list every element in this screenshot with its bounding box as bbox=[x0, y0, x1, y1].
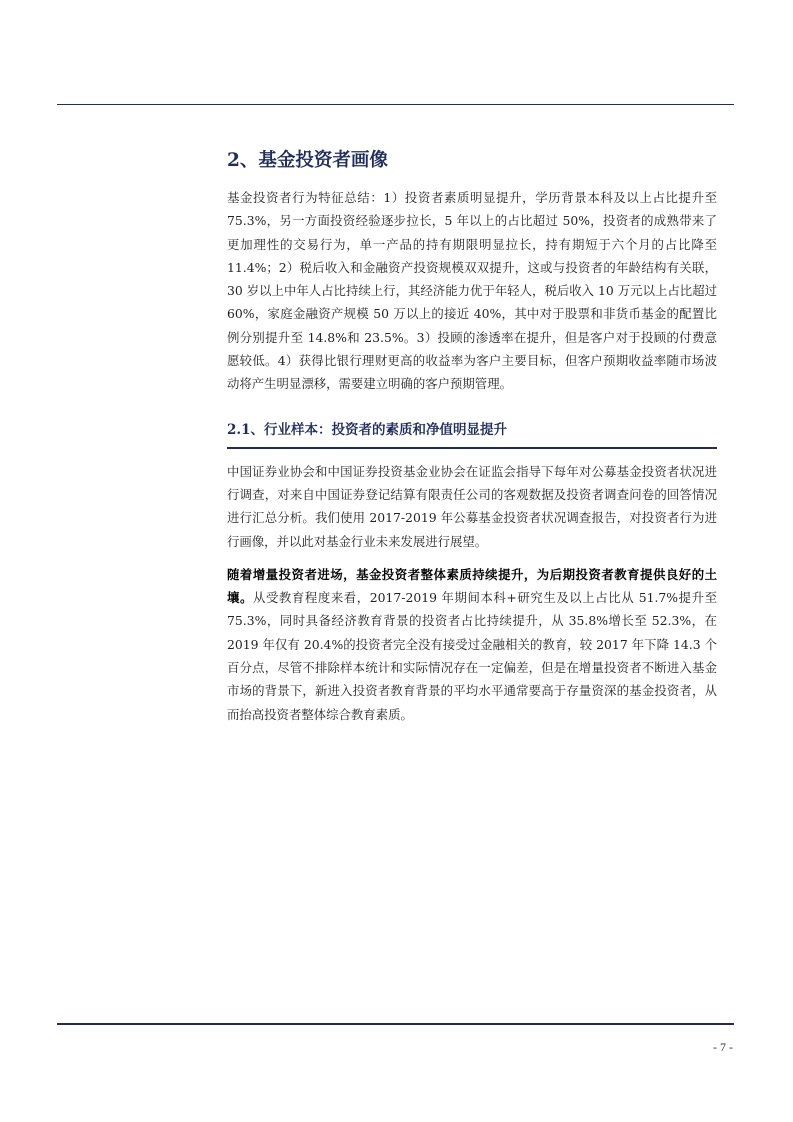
section-heading: 2、基金投资者画像 bbox=[227, 150, 388, 171]
lead-body-text: 从受教育程度来看，2017-2019 年期间本科+研究生及以上占比从 51.7%提升至 75.3%，同时具备经济教育背景的投资者占比持续提升，从 35.8%增长至 52.3%，在 2019 年仅有 20.4%的投资者完全没有接受过金融相关的教育，较 2017 年下降 14.3 个百分点，尽管不排除样本统计和实际情况存在一定偏差，但是在增量投资者不断进入基金市场的背景下，新进入投资者教育背景的平均水平通常要高于存量资深的基金投资者，从而抬高投资者整体综合教育素质。 bbox=[227, 590, 718, 722]
intro-paragraph: 中国证券业协会和中国证券投资基金业协会在证监会指导下每年对公募基金投资者状况进行调查，对来自中国证券登记结算有限责任公司的客观数据及投资者调查问卷的回答情况进行汇总分析。我们使用 2017-2019 年公募基金投资者状况调查报告，对投资者行为进行画像，并以此对基金行业未来发展进行展望。 bbox=[227, 463, 717, 549]
summary-paragraph: 基金投资者行为特征总结：1）投资者素质明显提升，学历背景本科及以上占比提升至 75.3%，另一方面投资经验逐步拉长，5 年以上的占比超过 50%，投资者的成熟带来了更加理性的交易行为，单一产品的持有期限明显拉长，持有期短于六个月的占比降至 11.4%；2）税后收入和金融资产投资规模双双提升，这或与投资者的年龄结构有关联，30 岁以上中年人占比持续上行，其经济能力优于年轻人，税后收入 10 万元以上占比超过 60%，家庭金融资产规模 50 万以上的接近 40%，其中对于股票和非货币基金的配置比例分别提升至 14.8%和 23.5%。3）投顾的渗透率在提升，但是客户对于投顾的付费意愿较低。4）获得比银行理财更高的收益率为客户主要目标，但客户预期收益率随市场波动将产生明显漂移，需要建立明确的客户预期管理。 bbox=[227, 190, 717, 392]
subsection-heading: 2.1、行业样本：投资者的素质和净值明显提升 bbox=[227, 421, 507, 438]
lead-sentence-bold: 随着增量投资者进场，基金投资者整体素质持续提升，为后期投资者教育提供良好的土壤。 bbox=[227, 566, 717, 606]
document-body bbox=[227, 142, 717, 726]
footer-rule bbox=[57, 1023, 734, 1025]
header-rule bbox=[57, 104, 734, 105]
education-paragraph bbox=[227, 563, 717, 726]
subsection-heading-block bbox=[227, 418, 717, 449]
page-number: - 7 - bbox=[713, 1040, 733, 1054]
